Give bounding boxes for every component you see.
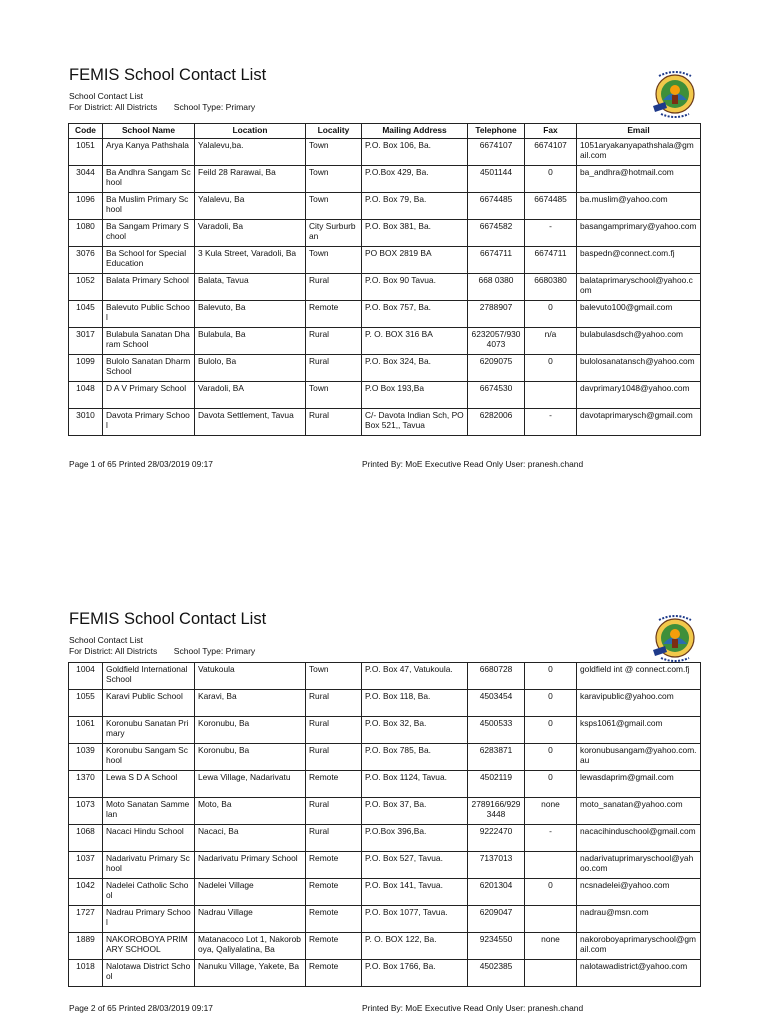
school-name-cell: Goldfield International School xyxy=(103,663,195,690)
telephone-cell: 2789166/9293448 xyxy=(468,798,525,825)
school-type-filter: School Type: Primary xyxy=(173,646,256,656)
locality-cell: Town xyxy=(306,663,362,690)
location-cell: Nacaci, Ba xyxy=(195,825,306,852)
school-name-cell: Davota Primary School xyxy=(103,409,195,436)
telephone-cell: 2788907 xyxy=(468,301,525,328)
footer-printed-by: Printed By: MoE Executive Read Only User: pranesh.chand xyxy=(362,459,584,469)
table-row xyxy=(69,690,701,717)
telephone-cell: 6209075 xyxy=(468,355,525,382)
code-cell: 1048 xyxy=(69,382,103,409)
mailing-address-cell: P. O. BOX 122, Ba. xyxy=(362,933,468,960)
email-cell: ba_andhra@hotmail.com xyxy=(577,166,701,193)
locality-cell: Remote xyxy=(306,879,362,906)
locality-cell: Remote xyxy=(306,301,362,328)
location-cell: Koronubu, Ba xyxy=(195,717,306,744)
code-cell: 1889 xyxy=(69,933,103,960)
locality-cell: Remote xyxy=(306,906,362,933)
email-cell: ncsnadelei@yahoo.com xyxy=(577,879,701,906)
telephone-cell: 4502119 xyxy=(468,771,525,798)
telephone-cell: 4501144 xyxy=(468,166,525,193)
locality-cell: Remote xyxy=(306,933,362,960)
fax-cell: 0 xyxy=(525,663,577,690)
locality-cell: Rural xyxy=(306,717,362,744)
table-row xyxy=(69,355,701,382)
fax-cell: 0 xyxy=(525,355,577,382)
locality-cell: Remote xyxy=(306,771,362,798)
mailing-address-cell: P.O. Box 1077, Tavua. xyxy=(362,906,468,933)
school-name-cell: Bulabula Sanatan Dharam School xyxy=(103,328,195,355)
report-subtitle: School Contact List xyxy=(69,91,144,101)
mailing-address-cell: P.O. Box 37, Ba. xyxy=(362,798,468,825)
fax-cell: 0 xyxy=(525,717,577,744)
table-header-row xyxy=(69,124,701,139)
page-footer xyxy=(69,459,701,469)
code-cell: 1045 xyxy=(69,301,103,328)
telephone-cell: 6680728 xyxy=(468,663,525,690)
code-cell: 1370 xyxy=(69,771,103,798)
mailing-address-cell: P.O. Box 90 Tavua. xyxy=(362,274,468,301)
school-name-cell: Karavi Public School xyxy=(103,690,195,717)
email-cell: nadrau@msn.com xyxy=(577,906,701,933)
locality-cell: Rural xyxy=(306,409,362,436)
mailing-address-cell: P.O. Box 324, Ba. xyxy=(362,355,468,382)
locality-cell: Town xyxy=(306,166,362,193)
fax-cell xyxy=(525,852,577,879)
code-cell: 1052 xyxy=(69,274,103,301)
school-name-cell: Ba Sangam Primary School xyxy=(103,220,195,247)
location-cell: Balevuto, Ba xyxy=(195,301,306,328)
email-cell: balataprimaryschool@yahoo.com xyxy=(577,274,701,301)
location-cell: Bulolo, Ba xyxy=(195,355,306,382)
location-cell: Feild 28 Rarawai, Ba xyxy=(195,166,306,193)
code-cell: 3076 xyxy=(69,247,103,274)
fax-cell xyxy=(525,382,577,409)
report-title: FEMIS School Contact List xyxy=(69,610,267,628)
school-name-cell: Nadelei Catholic School xyxy=(103,879,195,906)
location-cell: Davota Settlement, Tavua xyxy=(195,409,306,436)
footer-page-info: Page 2 of 65 Printed 28/03/2019 09:17 xyxy=(69,1003,213,1013)
location-cell: Balata, Tavua xyxy=(195,274,306,301)
table-row xyxy=(69,771,701,798)
footer-printed-by: Printed By: MoE Executive Read Only User: pranesh.chand xyxy=(362,1003,584,1013)
fax-cell: - xyxy=(525,220,577,247)
mailing-address-cell: P.O.Box 429, Ba. xyxy=(362,166,468,193)
school-contact-table xyxy=(68,123,701,436)
email-cell: nadarivatuprimaryschool@yahoo.com xyxy=(577,852,701,879)
column-header-email: Email xyxy=(577,124,701,139)
report-title: FEMIS School Contact List xyxy=(69,66,267,84)
mailing-address-cell: P.O Box 193,Ba xyxy=(362,382,468,409)
fax-cell: none xyxy=(525,798,577,825)
school-name-cell: Koronubu Sanatan Primary xyxy=(103,717,195,744)
mailing-address-cell: PO BOX 2819 BA xyxy=(362,247,468,274)
email-cell: ksps1061@gmail.com xyxy=(577,717,701,744)
table-row xyxy=(69,193,701,220)
fax-cell: 0 xyxy=(525,690,577,717)
locality-cell: Rural xyxy=(306,328,362,355)
code-cell: 1080 xyxy=(69,220,103,247)
location-cell: Nadelei Village xyxy=(195,879,306,906)
district-filter: For District: All Districts xyxy=(69,102,158,112)
email-cell: goldfield int @ connect.com.fj xyxy=(577,663,701,690)
fax-cell: 0 xyxy=(525,879,577,906)
location-cell: Varadoli, Ba xyxy=(195,220,306,247)
table-row xyxy=(69,825,701,852)
table-row xyxy=(69,220,701,247)
school-name-cell: Arya Kanya Pathshala xyxy=(103,139,195,166)
location-cell: Yalalevu, Ba xyxy=(195,193,306,220)
column-header-code: Code xyxy=(69,124,103,139)
table-row xyxy=(69,663,701,690)
mailing-address-cell: P.O. Box 47, Vatukoula. xyxy=(362,663,468,690)
fax-cell: - xyxy=(525,409,577,436)
location-cell: Bulabula, Ba xyxy=(195,328,306,355)
locality-cell: City Surburban xyxy=(306,220,362,247)
locality-cell: Town xyxy=(306,193,362,220)
locality-cell: Town xyxy=(306,247,362,274)
locality-cell: Town xyxy=(306,382,362,409)
mailing-address-cell: P.O. Box 79, Ba. xyxy=(362,193,468,220)
mailing-address-cell: P.O. Box 106, Ba. xyxy=(362,139,468,166)
location-cell: Moto, Ba xyxy=(195,798,306,825)
table-row xyxy=(69,933,701,960)
locality-cell: Rural xyxy=(306,274,362,301)
mailing-address-cell: P.O. Box 381, Ba. xyxy=(362,220,468,247)
email-cell: nacacihinduschool@gmail.com xyxy=(577,825,701,852)
column-header-location: Location xyxy=(195,124,306,139)
location-cell: Nadrau Village xyxy=(195,906,306,933)
email-cell: ba.muslim@yahoo.com xyxy=(577,193,701,220)
footer-page-info: Page 1 of 65 Printed 28/03/2019 09:17 xyxy=(69,459,213,469)
telephone-cell: 9234550 xyxy=(468,933,525,960)
school-name-cell: Ba Muslim Primary School xyxy=(103,193,195,220)
locality-cell: Remote xyxy=(306,960,362,987)
mailing-address-cell: P.O. Box 118, Ba. xyxy=(362,690,468,717)
school-name-cell: Koronubu Sangam School xyxy=(103,744,195,771)
school-name-cell: Nadarivatu Primary School xyxy=(103,852,195,879)
district-filter: For District: All Districts xyxy=(69,646,158,656)
code-cell: 1051 xyxy=(69,139,103,166)
fax-cell: 6674485 xyxy=(525,193,577,220)
mailing-address-cell: P.O. Box 141, Tavua. xyxy=(362,879,468,906)
table-row xyxy=(69,852,701,879)
mailing-address-cell: P.O. Box 757, Ba. xyxy=(362,301,468,328)
mailing-address-cell: C/- Davota Indian Sch, PO Box 521,, Tavua xyxy=(362,409,468,436)
telephone-cell: 9222470 xyxy=(468,825,525,852)
code-cell: 1068 xyxy=(69,825,103,852)
fax-cell: 6680380 xyxy=(525,274,577,301)
email-cell: bulabulasdsch@yahoo.com xyxy=(577,328,701,355)
ministry-logo-icon xyxy=(645,610,701,666)
ministry-logo-icon xyxy=(645,66,701,122)
telephone-cell: 6201304 xyxy=(468,879,525,906)
column-header-fax: Fax xyxy=(525,124,577,139)
school-name-cell: Balevuto Public School xyxy=(103,301,195,328)
fax-cell: n/a xyxy=(525,328,577,355)
telephone-cell: 6209047 xyxy=(468,906,525,933)
code-cell: 3010 xyxy=(69,409,103,436)
table-row xyxy=(69,301,701,328)
mailing-address-cell: P.O. Box 527, Tavua. xyxy=(362,852,468,879)
column-header-locality: Locality xyxy=(306,124,362,139)
telephone-cell: 668 0380 xyxy=(468,274,525,301)
code-cell: 1099 xyxy=(69,355,103,382)
school-name-cell: Nalotawa District School xyxy=(103,960,195,987)
school-name-cell: Moto Sanatan Sammelan xyxy=(103,798,195,825)
email-cell: nalotawadistrict@yahoo.com xyxy=(577,960,701,987)
telephone-cell: 4503454 xyxy=(468,690,525,717)
location-cell: Nanuku Village, Yakete, Ba xyxy=(195,960,306,987)
telephone-cell: 6674107 xyxy=(468,139,525,166)
locality-cell: Rural xyxy=(306,744,362,771)
code-cell: 1096 xyxy=(69,193,103,220)
fax-cell: 0 xyxy=(525,166,577,193)
location-cell: Vatukoula xyxy=(195,663,306,690)
table-row xyxy=(69,744,701,771)
table-row xyxy=(69,247,701,274)
fax-cell: 0 xyxy=(525,744,577,771)
location-cell: Yalalevu,ba. xyxy=(195,139,306,166)
telephone-cell: 6674530 xyxy=(468,382,525,409)
fax-cell: 0 xyxy=(525,771,577,798)
table-body xyxy=(69,139,701,436)
fax-cell xyxy=(525,906,577,933)
telephone-cell: 6674711 xyxy=(468,247,525,274)
email-cell: koronubusangam@yahoo.com.au xyxy=(577,744,701,771)
location-cell: Karavi, Ba xyxy=(195,690,306,717)
code-cell: 1727 xyxy=(69,906,103,933)
mailing-address-cell: P.O. Box 1124, Tavua. xyxy=(362,771,468,798)
school-name-cell: Balata Primary School xyxy=(103,274,195,301)
table-row xyxy=(69,798,701,825)
table-row xyxy=(69,960,701,987)
table-row xyxy=(69,328,701,355)
location-cell: Lewa Village, Nadarivatu xyxy=(195,771,306,798)
telephone-cell: 6232057/9304073 xyxy=(468,328,525,355)
mailing-address-cell: P.O. Box 785, Ba. xyxy=(362,744,468,771)
email-cell: basangamprimary@yahoo.com xyxy=(577,220,701,247)
school-name-cell: Lewa S D A School xyxy=(103,771,195,798)
report-filters xyxy=(69,645,269,657)
telephone-cell: 4500533 xyxy=(468,717,525,744)
table-row xyxy=(69,409,701,436)
email-cell: baspedn@connect.com.fj xyxy=(577,247,701,274)
table-row xyxy=(69,382,701,409)
report-filters xyxy=(69,101,269,113)
table-row xyxy=(69,879,701,906)
school-name-cell: Nadrau Primary School xyxy=(103,906,195,933)
location-cell: Matanacoco Lot 1, Nakoroboya, Qaliyalatina, Ba xyxy=(195,933,306,960)
locality-cell: Remote xyxy=(306,852,362,879)
telephone-cell: 6674485 xyxy=(468,193,525,220)
page-footer xyxy=(69,1003,701,1013)
email-cell: davotaprimarysch@gmail.com xyxy=(577,409,701,436)
code-cell: 1004 xyxy=(69,663,103,690)
column-header-telephone: Telephone xyxy=(468,124,525,139)
code-cell: 3017 xyxy=(69,328,103,355)
email-cell: 1051aryakanyapathshala@gmail.com xyxy=(577,139,701,166)
column-header-mailing-address: Mailing Address xyxy=(362,124,468,139)
location-cell: 3 Kula Street, Varadoli, Ba xyxy=(195,247,306,274)
mailing-address-cell: P.O. Box 32, Ba. xyxy=(362,717,468,744)
school-type-filter: School Type: Primary xyxy=(173,102,256,112)
fax-cell xyxy=(525,960,577,987)
email-cell: nakoroboyaprimaryschool@gmail.com xyxy=(577,933,701,960)
email-cell: bulolosanatansch@yahoo.com xyxy=(577,355,701,382)
locality-cell: Rural xyxy=(306,798,362,825)
column-header-school-name: School Name xyxy=(103,124,195,139)
telephone-cell: 7137013 xyxy=(468,852,525,879)
code-cell: 3044 xyxy=(69,166,103,193)
fax-cell: none xyxy=(525,933,577,960)
school-name-cell: Ba Andhra Sangam School xyxy=(103,166,195,193)
email-cell: moto_sanatan@yahoo.com xyxy=(577,798,701,825)
code-cell: 1073 xyxy=(69,798,103,825)
school-name-cell: Ba School for Special Education xyxy=(103,247,195,274)
email-cell: balevuto100@gmail.com xyxy=(577,301,701,328)
school-contact-table xyxy=(68,662,701,987)
table-row xyxy=(69,274,701,301)
telephone-cell: 6283871 xyxy=(468,744,525,771)
school-name-cell: Bulolo Sanatan Dharm School xyxy=(103,355,195,382)
locality-cell: Rural xyxy=(306,355,362,382)
code-cell: 1042 xyxy=(69,879,103,906)
table-row xyxy=(69,717,701,744)
table-body xyxy=(69,663,701,987)
report-subtitle: School Contact List xyxy=(69,635,144,645)
email-cell: karavipublic@yahoo.com xyxy=(577,690,701,717)
location-cell: Varadoli, BA xyxy=(195,382,306,409)
fax-cell: 0 xyxy=(525,301,577,328)
report-page-2 xyxy=(0,544,768,1024)
table-row xyxy=(69,906,701,933)
code-cell: 1037 xyxy=(69,852,103,879)
locality-cell: Rural xyxy=(306,690,362,717)
telephone-cell: 6674582 xyxy=(468,220,525,247)
school-name-cell: D A V Primary School xyxy=(103,382,195,409)
mailing-address-cell: P.O.Box 396,Ba. xyxy=(362,825,468,852)
code-cell: 1055 xyxy=(69,690,103,717)
location-cell: Nadarivatu Primary School xyxy=(195,852,306,879)
telephone-cell: 6282006 xyxy=(468,409,525,436)
locality-cell: Rural xyxy=(306,825,362,852)
code-cell: 1039 xyxy=(69,744,103,771)
table-row xyxy=(69,139,701,166)
mailing-address-cell: P.O. Box 1766, Ba. xyxy=(362,960,468,987)
fax-cell: - xyxy=(525,825,577,852)
mailing-address-cell: P. O. BOX 316 BA xyxy=(362,328,468,355)
locality-cell: Town xyxy=(306,139,362,166)
email-cell: davprimary1048@yahoo.com xyxy=(577,382,701,409)
table-row xyxy=(69,166,701,193)
fax-cell: 6674711 xyxy=(525,247,577,274)
school-name-cell: Nacaci Hindu School xyxy=(103,825,195,852)
fax-cell: 6674107 xyxy=(525,139,577,166)
code-cell: 1061 xyxy=(69,717,103,744)
telephone-cell: 4502385 xyxy=(468,960,525,987)
location-cell: Koronubu, Ba xyxy=(195,744,306,771)
school-name-cell: NAKOROBOYA PRIMARY SCHOOL xyxy=(103,933,195,960)
email-cell: lewasdaprim@gmail.com xyxy=(577,771,701,798)
code-cell: 1018 xyxy=(69,960,103,987)
